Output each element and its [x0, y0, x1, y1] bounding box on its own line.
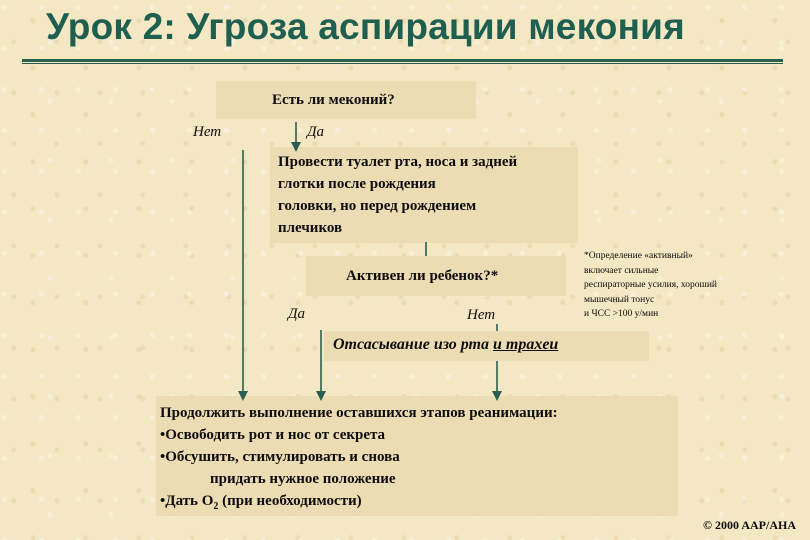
- bullet-give-oxygen: •Дать $О_2$ (при необходимости): [160, 493, 362, 512]
- active-definition-footnote: *Определение «активный» включает сильные респираторные усилия, хороший мышечный тонус и ЧСС >100 у/мин: [584, 251, 718, 319]
- label-no: Нет: [193, 124, 222, 140]
- suction-before-shoulders-text: Провести туалет рта, носа и задней глотки после рождения головки, но перед рождением плечиков: [278, 154, 518, 236]
- meconium-question: Есть ли меконий?: [272, 92, 395, 108]
- bullet-clear-airway: •Освободить рот и нос от секрета: [160, 427, 386, 443]
- continue-resuscitation-text: [160, 402, 558, 518]
- bullet-reposition: придать нужное положение: [210, 471, 396, 487]
- bullet-dry-stimulate: •Обсушить, стимулировать и снова: [160, 449, 400, 465]
- continue-heading: Продолжить выполнение оставшихся этапов реанимации:: [160, 405, 558, 421]
- label-yes: Да: [307, 124, 325, 140]
- active-question: Активен ли ребенок?*: [346, 268, 499, 284]
- label-yes-active: Да: [288, 306, 306, 322]
- page-title: Урок 2: Угроза аспирации мекония: [46, 6, 685, 47]
- label-no-active: Нет: [467, 307, 496, 323]
- copyright: © 2000 AAP/AHA: [703, 518, 796, 532]
- suction-mouth-trachea: Отсасывание изо рта и трахеи: [333, 336, 559, 353]
